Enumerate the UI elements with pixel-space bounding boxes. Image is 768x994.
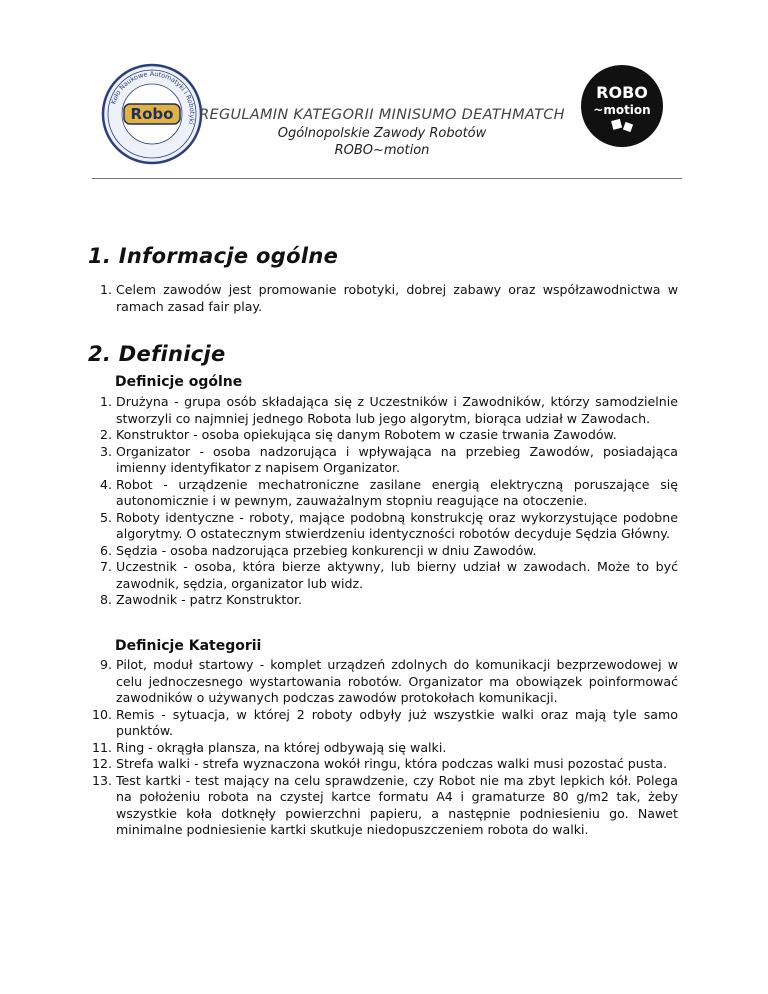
list-item xyxy=(92,559,678,592)
list-item-number: 11 . xyxy=(92,740,112,757)
list-item-text: Sędzia - osoba nadzorująca przebieg konkurencji w dniu Zawodów. xyxy=(116,542,537,558)
list-item-number: 8 . xyxy=(92,592,112,609)
list-item xyxy=(92,510,678,543)
list-item xyxy=(92,543,678,560)
logo-right-line2: ~motion xyxy=(593,103,651,117)
list-item-number: 3 . xyxy=(92,444,112,461)
list-item-text: Remis - sytuacja, w której 2 roboty odbyły już wszystkie walki oraz mają tyle samo punktów. xyxy=(116,706,678,738)
subheading-definicje-kategorii: Definicje Kategorii xyxy=(115,638,262,654)
header-divider xyxy=(92,178,682,179)
list-item-number: 9 . xyxy=(92,657,112,674)
list-item-number: 2 . xyxy=(92,427,112,444)
general-definitions-list xyxy=(92,394,678,609)
list-item-number: 10 . xyxy=(92,707,112,724)
list-item-text: Test kartki - test mający na celu sprawdzenie, czy Robot nie ma zbyt lepkich kół. Polega na położeniu robota na czystej kartce formatu A4 i gramaturze 80 g/m2 tak, żeby wszystkie koła dotknęły powierzchni papieru, a następnie podniesieniu go. Nawet minimalne podniesienie kartki skutkuje niedopuszczeniem robota do walki. xyxy=(116,772,678,837)
list-item-number: 4 . xyxy=(92,477,112,494)
section-heading-definicje: 2. Definicje xyxy=(88,342,226,366)
list-item xyxy=(92,756,678,773)
list-item xyxy=(92,444,678,477)
list-item xyxy=(92,657,678,707)
list-item-number: 7 . xyxy=(92,559,112,576)
list-item-number: 1 . xyxy=(92,394,112,411)
logo-left-center-text: Robo xyxy=(130,105,174,123)
list-item xyxy=(92,394,678,427)
section1-list xyxy=(92,282,678,315)
list-item-number: 5 . xyxy=(92,510,112,527)
category-definitions-list xyxy=(92,657,678,839)
section-heading-informacje-ogolne: 1. Informacje ogólne xyxy=(88,244,339,268)
list-item-text: Roboty identyczne - roboty, mające podobną konstrukcję oraz wykorzystujące podobne algorytmy. O ostatecznym stwierdzeniu identyczności robotów decyduje Sędzia Główny. xyxy=(116,509,678,541)
list-item xyxy=(92,773,678,839)
subheading-definicje-ogolne: Definicje ogólne xyxy=(115,374,243,390)
list-item-text: Konstruktor - osoba opiekująca się danym Robotem w czasie trwania Zawodów. xyxy=(116,427,617,442)
list-item-text: Celem zawodów jest promowanie robotyki, dobrej zabawy oraz współzawodnictwa w ramach zasad fair play. xyxy=(116,282,678,314)
list-item xyxy=(92,707,678,740)
list-item-text: Uczestnik - osoba, która bierze aktywny, lub bierny udział w zawodach. Może to być zawodnik, sędzia, organizator lub widz. xyxy=(116,559,678,591)
document-title: REGULAMIN KATEGORII MINISUMO DEATHMATCH xyxy=(199,107,565,123)
list-item-number: 12 . xyxy=(92,756,112,773)
list-item-text: Ring - okrągła plansza, na której odbywają się walki. xyxy=(116,739,447,755)
list-item-number: 13 . xyxy=(92,773,112,790)
list-item-text: Zawodnik - patrz Konstruktor. xyxy=(116,592,303,607)
document-header xyxy=(92,60,682,180)
document-subtitle-2: ROBO~motion xyxy=(334,143,430,158)
list-item-text: Robot - urządzenie mechatroniczne zasilane energią elektryczną poruszające się autonomicznie i w pewnym, zauważalnym stopniu reagujące na otoczenie. xyxy=(116,476,678,508)
list-item-text: Pilot, moduł startowy - komplet urządzeń zdolnych do komunikacji bezprzewodowej w celu jednoczesnego wystartowania robotów. Organizator ma obowiązek poinformować zawodników o używanych podczas zawodów protokołach komunikacji. xyxy=(116,657,678,705)
list-item-text: Organizator - osoba nadzorująca i wpływająca na przebieg Zawodów, posiadająca imienny identyfikator z napisem Organizator. xyxy=(116,443,678,475)
header-titles xyxy=(162,106,602,159)
list-item-number: 6 . xyxy=(92,543,112,560)
list-item-text: Strefa walki - strefa wyznaczona wokół ringu, która podczas walki musi pozostać pusta. xyxy=(116,756,668,771)
document-subtitle-1: Ogólnopolskie Zawody Robotów xyxy=(277,126,487,141)
list-item-text: Drużyna - grupa osób składająca się z Uczestników i Zawodników, którzy samodzielnie stworzyli co najmniej jednego Robota lub jego algorytm, biorąca udział w Zawodach. xyxy=(116,394,678,426)
list-item xyxy=(92,477,678,510)
list-item xyxy=(92,282,678,315)
list-item-number: 1 . xyxy=(92,282,112,299)
logo-left-ring-text: Koło Naukowe Automatyki i Robotyki xyxy=(109,69,197,126)
list-item xyxy=(92,427,678,444)
list-item xyxy=(92,740,678,757)
logo-right-line1: ROBO xyxy=(596,83,648,102)
robo-motion-logo-icon xyxy=(580,64,664,148)
list-item xyxy=(92,592,678,609)
